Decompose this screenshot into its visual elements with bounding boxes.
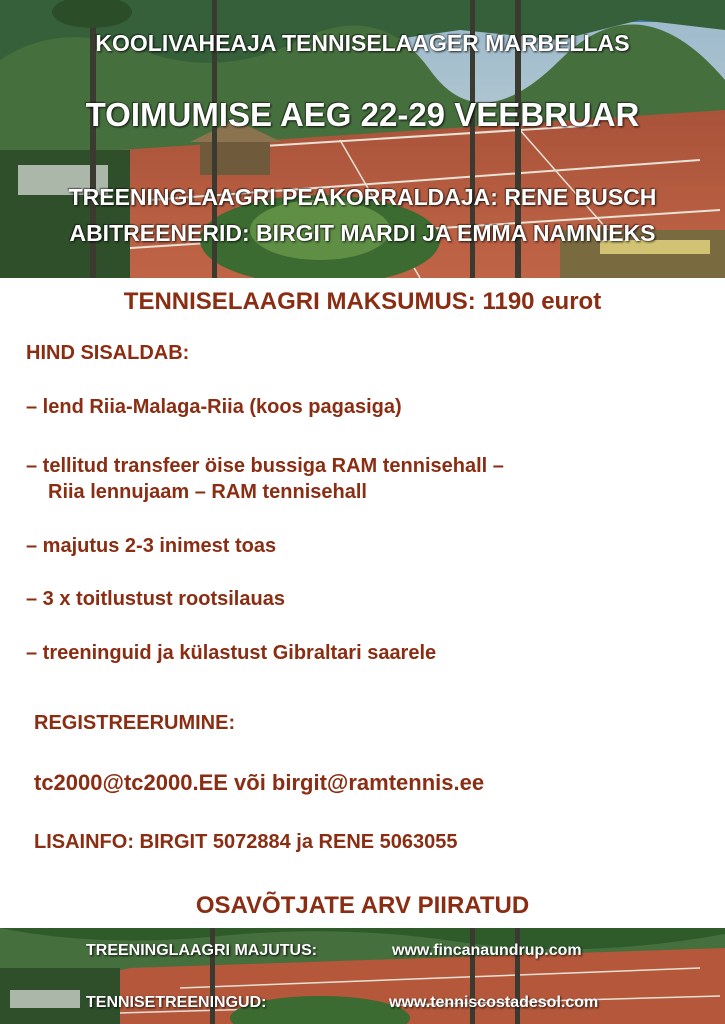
- header-title: KOOLIVAHEAJA TENNISELAAGER MARBELLAS: [95, 30, 630, 56]
- limited-participants-notice: OSAVÕTJATE ARV PIIRATUD: [195, 892, 530, 919]
- header-dates: TOIMUMISE AEG 22-29 VEEBRUAR: [85, 96, 640, 133]
- includes-item-meals: – 3 x toitlustust rootsilauas: [26, 588, 285, 610]
- registration-contact-info: LISAINFO: BIRGIT 5072884 ja RENE 5063055: [34, 831, 458, 853]
- camp-price: TENNISELAAGRI MAKSUMUS: 1190 eurot: [123, 288, 602, 315]
- registration-emails: tc2000@tc2000.EE või birgit@ramtennis.ee: [34, 770, 485, 795]
- header-assistant-coaches: ABITREENERID: BIRGIT MARDI JA EMMA NAMNIEKS: [69, 220, 656, 246]
- header-organizer: TREENINGLAAGRI PEAKORRALDAJA: RENE BUSCH: [68, 184, 657, 210]
- includes-item-transfer-continued: Riia lennujaam – RAM tennisehall: [48, 481, 367, 503]
- includes-heading: HIND SISALDAB:: [26, 342, 190, 364]
- accommodation-label: TREENINGLAAGRI MAJUTUS:: [86, 942, 318, 959]
- includes-item-accommodation: – majutus 2-3 inimest toas: [26, 535, 277, 557]
- training-link[interactable]: www.tenniscostadesol.com: [389, 994, 599, 1011]
- includes-item-transfer: – tellitud transfeer öise bussiga RAM tennisehall –: [26, 455, 504, 477]
- registration-heading: REGISTREERUMINE:: [34, 712, 236, 734]
- accommodation-link[interactable]: www.fincanaundrup.com: [392, 942, 582, 959]
- training-label: TENNISETREENINGUD:: [86, 994, 267, 1011]
- includes-item-trainings: – treeninguid ja külastust Gibraltari saarele: [26, 642, 437, 664]
- includes-item-flight: – lend Riia-Malaga-Riia (koos pagasiga): [26, 396, 402, 418]
